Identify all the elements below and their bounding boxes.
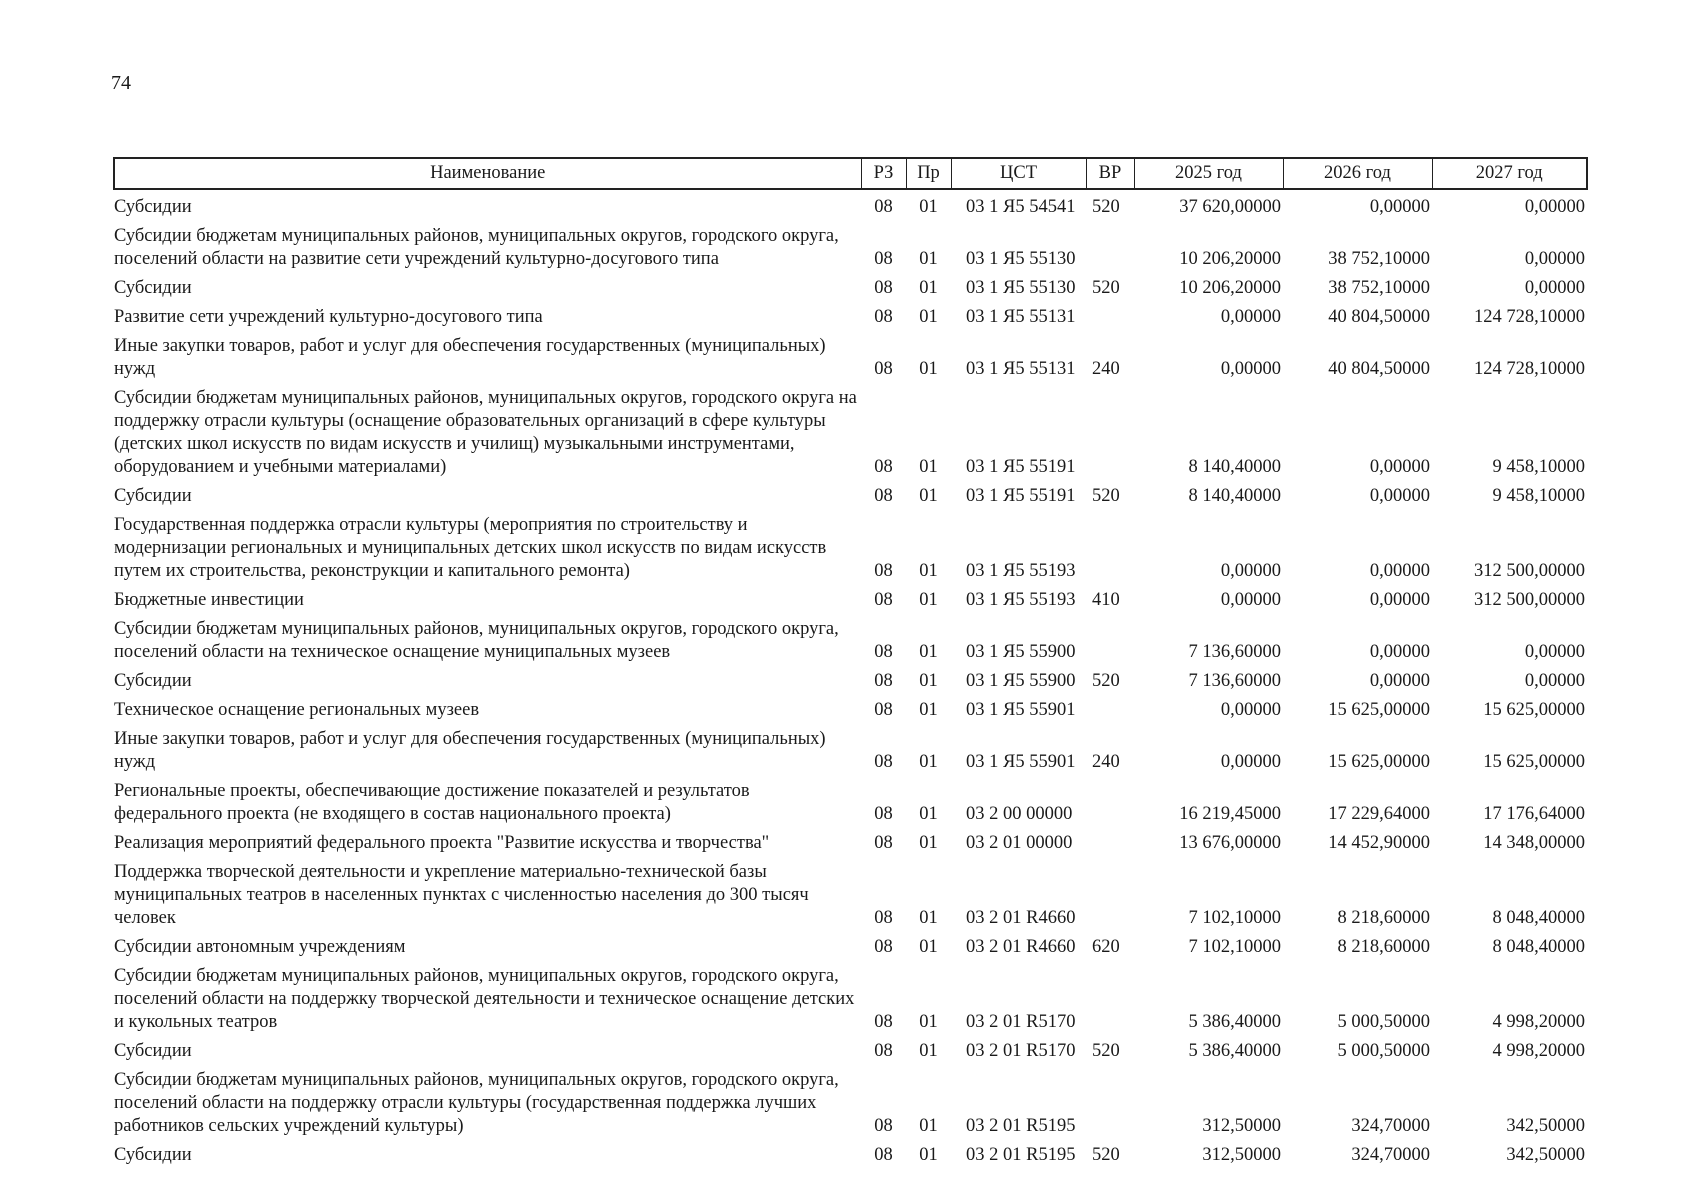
cell-2025: 16 219,45000 bbox=[1179, 804, 1281, 824]
cell-2027: 9 458,10000 bbox=[1492, 486, 1585, 506]
table-row bbox=[114, 225, 1587, 277]
cell-2027: 0,00000 bbox=[1524, 249, 1585, 269]
cell-vr bbox=[1086, 306, 1134, 335]
table-row bbox=[114, 1040, 1587, 1069]
cell-vr bbox=[1086, 387, 1134, 485]
cell-cst: 03 2 01 R5195 bbox=[966, 1116, 1076, 1136]
cell-pr: 01 bbox=[919, 804, 938, 824]
cell-2026: 0,00000 bbox=[1369, 642, 1430, 662]
cell-2027: 124 728,10000 bbox=[1474, 307, 1585, 327]
table-row bbox=[114, 965, 1587, 1040]
table-row bbox=[114, 670, 1587, 699]
cell-2025: 0,00000 bbox=[1220, 359, 1281, 379]
cell-2026: 40 804,50000 bbox=[1328, 359, 1430, 379]
table-row bbox=[114, 728, 1587, 780]
cell-2025: 37 620,00000 bbox=[1179, 197, 1281, 217]
cell-2026: 5 000,50000 bbox=[1337, 1041, 1430, 1061]
cell-name: Государственная поддержка отрасли культуры (мероприятия по строительству и модернизации региональных и муниципальных детских школ искусств по видам искусств путем их строительства, реконструкции и капитального ремонта) bbox=[114, 515, 827, 581]
cell-cst: 03 1 Я5 55131 bbox=[966, 307, 1076, 327]
cell-name: Техническое оснащение региональных музеев bbox=[114, 700, 480, 720]
cell-vr: 410 bbox=[1092, 590, 1120, 610]
cell-vr: 620 bbox=[1092, 937, 1120, 957]
budget-table bbox=[113, 157, 1588, 1173]
cell-rz: 08 bbox=[874, 833, 893, 853]
table-row bbox=[114, 1069, 1587, 1144]
cell-2025: 0,00000 bbox=[1220, 700, 1281, 720]
cell-pr: 01 bbox=[919, 937, 938, 957]
cell-cst: 03 1 Я5 55193 bbox=[966, 590, 1076, 610]
table-row bbox=[114, 189, 1587, 225]
cell-2025: 0,00000 bbox=[1220, 561, 1281, 581]
cell-2027: 8 048,40000 bbox=[1492, 937, 1585, 957]
cell-vr: 240 bbox=[1092, 359, 1120, 379]
cell-cst: 03 2 01 R5170 bbox=[966, 1012, 1076, 1032]
cell-2025: 7 102,10000 bbox=[1188, 937, 1281, 957]
cell-2025: 5 386,40000 bbox=[1188, 1012, 1281, 1032]
cell-name: Субсидии бюджетам муниципальных районов, муниципальных округов, городского округа, поселений области на поддержку творческой деятельности и техническое оснащение детских и кукольных театров bbox=[114, 966, 855, 1032]
cell-rz: 08 bbox=[874, 700, 893, 720]
cell-cst: 03 1 Я5 55901 bbox=[966, 700, 1076, 720]
table-row bbox=[114, 861, 1587, 936]
table-row bbox=[114, 618, 1587, 670]
cell-2026: 0,00000 bbox=[1369, 457, 1430, 477]
cell-rz: 08 bbox=[874, 486, 893, 506]
cell-cst: 03 1 Я5 55193 bbox=[966, 561, 1076, 581]
cell-name: Реализация мероприятий федерального проекта "Развитие искусства и творчества" bbox=[114, 833, 770, 853]
cell-2026: 17 229,64000 bbox=[1328, 804, 1430, 824]
cell-pr: 01 bbox=[919, 590, 938, 610]
table-body bbox=[114, 189, 1587, 1173]
cell-pr: 01 bbox=[919, 700, 938, 720]
cell-2027: 0,00000 bbox=[1524, 671, 1585, 691]
cell-2026: 5 000,50000 bbox=[1337, 1012, 1430, 1032]
cell-2027: 124 728,10000 bbox=[1474, 359, 1585, 379]
cell-2027: 312 500,00000 bbox=[1474, 590, 1585, 610]
cell-pr: 01 bbox=[919, 486, 938, 506]
cell-pr: 01 bbox=[919, 307, 938, 327]
cell-2026: 0,00000 bbox=[1369, 671, 1430, 691]
cell-cst: 03 2 01 R5170 bbox=[966, 1041, 1076, 1061]
cell-cst: 03 1 Я5 55191 bbox=[966, 457, 1076, 477]
cell-pr: 01 bbox=[919, 1012, 938, 1032]
cell-rz: 08 bbox=[874, 937, 893, 957]
cell-pr: 01 bbox=[919, 457, 938, 477]
cell-2026: 0,00000 bbox=[1369, 197, 1430, 217]
cell-name: Субсидии bbox=[114, 1145, 192, 1165]
cell-name: Субсидии автономным учреждениям bbox=[114, 937, 406, 957]
cell-2026: 8 218,60000 bbox=[1337, 908, 1430, 928]
table-row bbox=[114, 936, 1587, 965]
table-header bbox=[114, 158, 1587, 189]
cell-cst: 03 2 01 00000 bbox=[966, 833, 1073, 853]
budget-table-container bbox=[113, 157, 1586, 1173]
cell-2025: 10 206,20000 bbox=[1179, 278, 1281, 298]
cell-2027: 0,00000 bbox=[1524, 642, 1585, 662]
cell-2026: 0,00000 bbox=[1369, 561, 1430, 581]
cell-2025: 312,50000 bbox=[1202, 1145, 1281, 1165]
cell-vr: 240 bbox=[1092, 752, 1120, 772]
cell-name: Развитие сети учреждений культурно-досугового типа bbox=[114, 307, 543, 327]
cell-2027: 0,00000 bbox=[1524, 278, 1585, 298]
cell-2026: 15 625,00000 bbox=[1328, 752, 1430, 772]
cell-2026: 8 218,60000 bbox=[1337, 937, 1430, 957]
header-cst: ЦСТ bbox=[951, 158, 1086, 189]
cell-rz: 08 bbox=[874, 561, 893, 581]
cell-vr bbox=[1086, 780, 1134, 832]
header-vr: ВР bbox=[1086, 158, 1134, 189]
cell-2025: 8 140,40000 bbox=[1188, 457, 1281, 477]
cell-name: Иные закупки товаров, работ и услуг для обеспечения государственных (муниципальных) нужд bbox=[114, 729, 826, 772]
table-row bbox=[114, 277, 1587, 306]
cell-2027: 0,00000 bbox=[1524, 197, 1585, 217]
cell-cst: 03 1 Я5 55900 bbox=[966, 642, 1076, 662]
cell-rz: 08 bbox=[874, 249, 893, 269]
cell-2026: 0,00000 bbox=[1369, 486, 1430, 506]
cell-rz: 08 bbox=[874, 1012, 893, 1032]
cell-vr: 520 bbox=[1092, 671, 1120, 691]
cell-name: Субсидии bbox=[114, 671, 192, 691]
cell-cst: 03 1 Я5 55901 bbox=[966, 752, 1076, 772]
cell-cst: 03 1 Я5 55130 bbox=[966, 278, 1076, 298]
cell-name: Субсидии бюджетам муниципальных районов, муниципальных округов, городского округа, поселений области на поддержку отрасли культуры (государственная поддержка лучших работников сельских учреждений культуры) bbox=[114, 1070, 839, 1136]
table-row bbox=[114, 514, 1587, 589]
cell-2026: 0,00000 bbox=[1369, 590, 1430, 610]
cell-cst: 03 1 Я5 55130 bbox=[966, 249, 1076, 269]
table-row bbox=[114, 699, 1587, 728]
cell-2025: 7 136,60000 bbox=[1188, 671, 1281, 691]
header-rz: РЗ bbox=[861, 158, 906, 189]
cell-rz: 08 bbox=[874, 642, 893, 662]
cell-2025: 10 206,20000 bbox=[1179, 249, 1281, 269]
cell-2026: 15 625,00000 bbox=[1328, 700, 1430, 720]
cell-cst: 03 2 01 R4660 bbox=[966, 937, 1076, 957]
cell-2026: 38 752,10000 bbox=[1328, 278, 1430, 298]
cell-name: Субсидии bbox=[114, 486, 192, 506]
cell-rz: 08 bbox=[874, 307, 893, 327]
cell-pr: 01 bbox=[919, 671, 938, 691]
cell-2026: 40 804,50000 bbox=[1328, 307, 1430, 327]
header-2025: 2025 год bbox=[1134, 158, 1283, 189]
cell-2025: 0,00000 bbox=[1220, 752, 1281, 772]
table-row bbox=[114, 485, 1587, 514]
table-row bbox=[114, 832, 1587, 861]
cell-vr: 520 bbox=[1092, 278, 1120, 298]
cell-2025: 13 676,00000 bbox=[1179, 833, 1281, 853]
cell-name: Субсидии бюджетам муниципальных районов, муниципальных округов, городского округа на поддержку отрасли культуры (оснащение образовательных организаций в сфере культуры (детских школ искусств по видам искусств и училищ) музыкальными инструментами, оборудованием и учебными материалами) bbox=[114, 388, 857, 477]
cell-rz: 08 bbox=[874, 590, 893, 610]
cell-pr: 01 bbox=[919, 1041, 938, 1061]
cell-2025: 5 386,40000 bbox=[1188, 1041, 1281, 1061]
cell-rz: 08 bbox=[874, 359, 893, 379]
cell-2027: 4 998,20000 bbox=[1492, 1012, 1585, 1032]
cell-cst: 03 2 01 R5195 bbox=[966, 1145, 1076, 1165]
cell-name: Субсидии бюджетам муниципальных районов, муниципальных округов, городского округа, поселений области на развитие сети учреждений культурно-досугового типа bbox=[114, 226, 839, 269]
cell-vr: 520 bbox=[1092, 486, 1120, 506]
cell-vr bbox=[1086, 861, 1134, 936]
cell-name: Субсидии бюджетам муниципальных районов, муниципальных округов, городского округа, поселений области на техническое оснащение муниципальных музеев bbox=[114, 619, 839, 662]
cell-pr: 01 bbox=[919, 908, 938, 928]
page-number: 74 bbox=[111, 72, 131, 94]
cell-cst: 03 1 Я5 54541 bbox=[966, 197, 1076, 217]
cell-2027: 17 176,64000 bbox=[1483, 804, 1585, 824]
cell-rz: 08 bbox=[874, 1116, 893, 1136]
cell-2026: 324,70000 bbox=[1351, 1116, 1430, 1136]
cell-pr: 01 bbox=[919, 833, 938, 853]
cell-name: Бюджетные инвестиции bbox=[114, 590, 304, 610]
cell-cst: 03 1 Я5 55131 bbox=[966, 359, 1076, 379]
header-2026: 2026 год bbox=[1283, 158, 1432, 189]
header-2027: 2027 год bbox=[1432, 158, 1587, 189]
cell-vr bbox=[1086, 965, 1134, 1040]
cell-2025: 0,00000 bbox=[1220, 590, 1281, 610]
cell-2025: 312,50000 bbox=[1202, 1116, 1281, 1136]
cell-name: Поддержка творческой деятельности и укрепление материально-технической базы муниципальных театров в населенных пунктах с численностью населения до 300 тысяч человек bbox=[114, 862, 809, 928]
cell-rz: 08 bbox=[874, 752, 893, 772]
cell-2027: 4 998,20000 bbox=[1492, 1041, 1585, 1061]
cell-pr: 01 bbox=[919, 1116, 938, 1136]
cell-rz: 08 bbox=[874, 671, 893, 691]
cell-2026: 38 752,10000 bbox=[1328, 249, 1430, 269]
table-row bbox=[114, 589, 1587, 618]
cell-rz: 08 bbox=[874, 197, 893, 217]
cell-2025: 8 140,40000 bbox=[1188, 486, 1281, 506]
cell-pr: 01 bbox=[919, 642, 938, 662]
cell-2026: 14 452,90000 bbox=[1328, 833, 1430, 853]
cell-2027: 15 625,00000 bbox=[1483, 752, 1585, 772]
cell-pr: 01 bbox=[919, 561, 938, 581]
cell-rz: 08 bbox=[874, 804, 893, 824]
table-row bbox=[114, 1144, 1587, 1173]
cell-rz: 08 bbox=[874, 1145, 893, 1165]
cell-vr: 520 bbox=[1092, 197, 1120, 217]
cell-rz: 08 bbox=[874, 457, 893, 477]
cell-cst: 03 2 01 R4660 bbox=[966, 908, 1076, 928]
cell-cst: 03 2 00 00000 bbox=[966, 804, 1073, 824]
cell-name: Субсидии bbox=[114, 278, 192, 298]
cell-2027: 312 500,00000 bbox=[1474, 561, 1585, 581]
cell-2027: 342,50000 bbox=[1506, 1145, 1585, 1165]
cell-pr: 01 bbox=[919, 249, 938, 269]
cell-2025: 7 102,10000 bbox=[1188, 908, 1281, 928]
cell-vr bbox=[1086, 514, 1134, 589]
cell-cst: 03 1 Я5 55900 bbox=[966, 671, 1076, 691]
cell-2027: 342,50000 bbox=[1506, 1116, 1585, 1136]
cell-rz: 08 bbox=[874, 278, 893, 298]
cell-pr: 01 bbox=[919, 752, 938, 772]
cell-2027: 9 458,10000 bbox=[1492, 457, 1585, 477]
cell-vr bbox=[1086, 699, 1134, 728]
header-name: Наименование bbox=[114, 158, 861, 189]
cell-vr: 520 bbox=[1092, 1145, 1120, 1165]
cell-2027: 14 348,00000 bbox=[1483, 833, 1585, 853]
cell-vr bbox=[1086, 832, 1134, 861]
cell-pr: 01 bbox=[919, 1145, 938, 1165]
cell-2027: 15 625,00000 bbox=[1483, 700, 1585, 720]
cell-name: Региональные проекты, обеспечивающие достижение показателей и результатов федерального проекта (не входящего в состав национального проекта) bbox=[114, 781, 750, 824]
cell-pr: 01 bbox=[919, 278, 938, 298]
cell-cst: 03 1 Я5 55191 bbox=[966, 486, 1076, 506]
cell-vr bbox=[1086, 225, 1134, 277]
cell-name: Субсидии bbox=[114, 1041, 192, 1061]
table-row bbox=[114, 306, 1587, 335]
cell-vr bbox=[1086, 1069, 1134, 1144]
cell-name: Иные закупки товаров, работ и услуг для обеспечения государственных (муниципальных) нужд bbox=[114, 336, 826, 379]
cell-name: Субсидии bbox=[114, 197, 192, 217]
table-row bbox=[114, 335, 1587, 387]
cell-pr: 01 bbox=[919, 359, 938, 379]
cell-vr: 520 bbox=[1092, 1041, 1120, 1061]
cell-2025: 0,00000 bbox=[1220, 307, 1281, 327]
cell-rz: 08 bbox=[874, 1041, 893, 1061]
cell-pr: 01 bbox=[919, 197, 938, 217]
cell-2027: 8 048,40000 bbox=[1492, 908, 1585, 928]
header-pr: Пр bbox=[906, 158, 951, 189]
cell-2026: 324,70000 bbox=[1351, 1145, 1430, 1165]
cell-rz: 08 bbox=[874, 908, 893, 928]
cell-2025: 7 136,60000 bbox=[1188, 642, 1281, 662]
cell-vr bbox=[1086, 618, 1134, 670]
table-row bbox=[114, 780, 1587, 832]
table-row bbox=[114, 387, 1587, 485]
